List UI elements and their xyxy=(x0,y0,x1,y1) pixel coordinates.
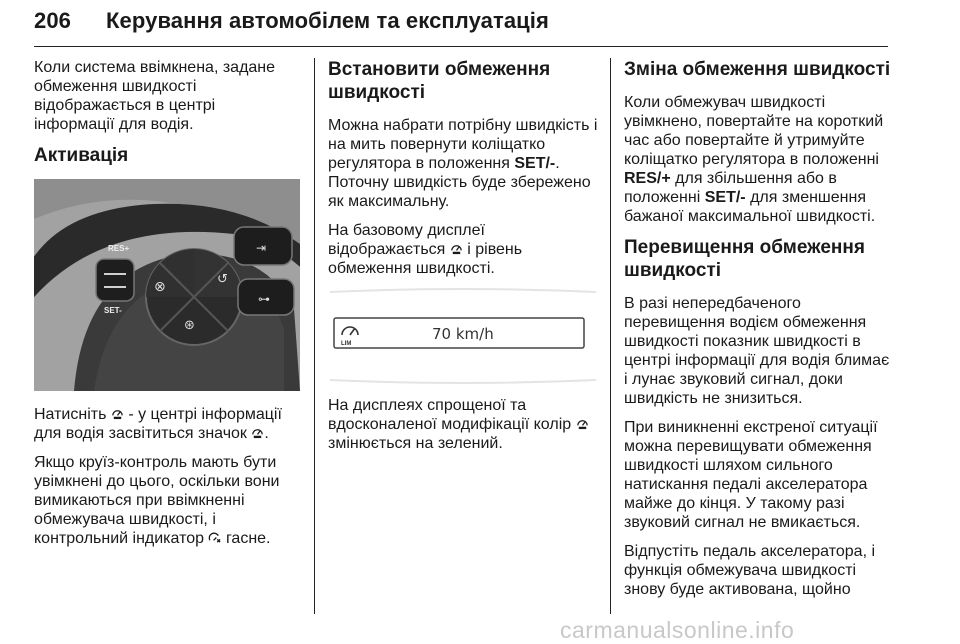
cruise-text-b: гасне. xyxy=(225,530,271,547)
column-divider xyxy=(610,58,611,614)
set-label: SET- xyxy=(104,306,122,315)
press-text-b: - у центрі інформації для водія засвітиться значок xyxy=(34,406,282,442)
exceed-paragraph: В разі непередбаченого перевищення водієм обмеження швидкості показник швидкості в центрі інформації для водія блимає і лунає звуковий сигнал, доки швидкість не знизиться. xyxy=(624,295,890,407)
column-3 xyxy=(624,58,892,609)
section-heading-set-limit: Встановити обмеження швидкості xyxy=(328,59,551,103)
speed-value: 70 km/h xyxy=(432,325,494,343)
set-limit-text-b: . Поточну швидкість буде збережено як максимальну. xyxy=(328,155,591,210)
res-label: RES+ xyxy=(108,244,130,253)
header-rule xyxy=(34,46,888,47)
cruise-paragraph xyxy=(34,453,300,548)
display-color-text-b: змінюється на зелений. xyxy=(328,435,503,452)
press-text-c: . xyxy=(264,425,269,442)
svg-text:⊶: ⊶ xyxy=(258,292,270,306)
svg-text:↺: ↺ xyxy=(217,272,228,287)
speed-limiter-icon xyxy=(251,426,264,439)
page-title: Керування автомобілем та експлуатація xyxy=(106,8,549,33)
driver-info-display xyxy=(328,288,598,384)
press-text-a: Натисніть xyxy=(34,406,107,423)
page-header xyxy=(34,8,549,34)
speed-limiter-icon xyxy=(111,407,124,420)
change-limit-text-c: для зменшення бажаної максимальної швидкості. xyxy=(624,189,876,225)
base-display-paragraph xyxy=(328,221,598,278)
change-limit-paragraph xyxy=(624,93,892,226)
base-display-text-a: На базовому дисплеї відображається xyxy=(328,222,485,258)
emergency-paragraph: При виникненні екстреної ситуації можна перевищувати обмеження швидкості шляхом сильного натискання педалі акселератора майже до кінця. У такому разі звуковий сигнал не вмикається. xyxy=(624,419,878,531)
base-display-text-b: і рівень обмеження швидкості. xyxy=(328,241,523,277)
change-limit-text-a: Коли обмежувач швидкості увімкнено, повертайте на короткий час або повертайте й утримуйте коліщатко регулятора в положенні xyxy=(624,94,884,168)
column-2 xyxy=(328,58,598,463)
svg-text:⇥: ⇥ xyxy=(256,241,267,255)
lim-label: LIM xyxy=(341,341,352,347)
set-label-bold: SET/- xyxy=(514,155,556,172)
cruise-text-a: Якщо круїз-контроль мають бути увімкнені до цього, оскільки вони вимикаються при ввімкненні обмежувача швидкості, і контрольний індикатор xyxy=(34,454,280,547)
res-label-bold: RES/+ xyxy=(624,170,671,187)
intro-paragraph: Коли система ввімкнена, задане обмеження швидкості відображається в центрі інформації для водія. xyxy=(34,59,276,133)
set-label-bold: SET/- xyxy=(704,189,746,206)
column-divider xyxy=(314,58,315,614)
page-number: 206 xyxy=(34,8,72,33)
section-heading-activation: Активація xyxy=(34,145,129,166)
steering-wheel-photo xyxy=(34,179,300,391)
speed-limiter-icon xyxy=(576,417,589,430)
display-color-paragraph xyxy=(328,396,598,453)
svg-text:⊗: ⊗ xyxy=(154,279,166,295)
watermark: carmanualsonline.info xyxy=(560,617,795,643)
display-color-text-a: На дисплеях спрощеної та вдосконаленої модифікації колір xyxy=(328,397,572,433)
change-limit-text-b: для збільшення або в положенні xyxy=(624,170,837,206)
release-paragraph: Відпустіть педаль акселератора, і функція обмежувача швидкості знову буде активована, щойно xyxy=(624,543,876,598)
set-limit-text-a: Можна набрати потрібну швидкість і на мить повернути коліщатко регулятора в положення xyxy=(328,117,598,172)
speed-limiter-icon xyxy=(450,242,463,255)
section-heading-exceed-limit: Перевищення обмеження швидкості xyxy=(624,237,865,281)
cruise-control-icon xyxy=(208,531,221,544)
section-heading-change-limit: Зміна обмеження швидкості xyxy=(624,59,891,80)
svg-text:⊛: ⊛ xyxy=(184,318,195,333)
set-limit-paragraph xyxy=(328,116,598,211)
press-paragraph xyxy=(34,405,300,443)
column-1 xyxy=(34,58,300,558)
